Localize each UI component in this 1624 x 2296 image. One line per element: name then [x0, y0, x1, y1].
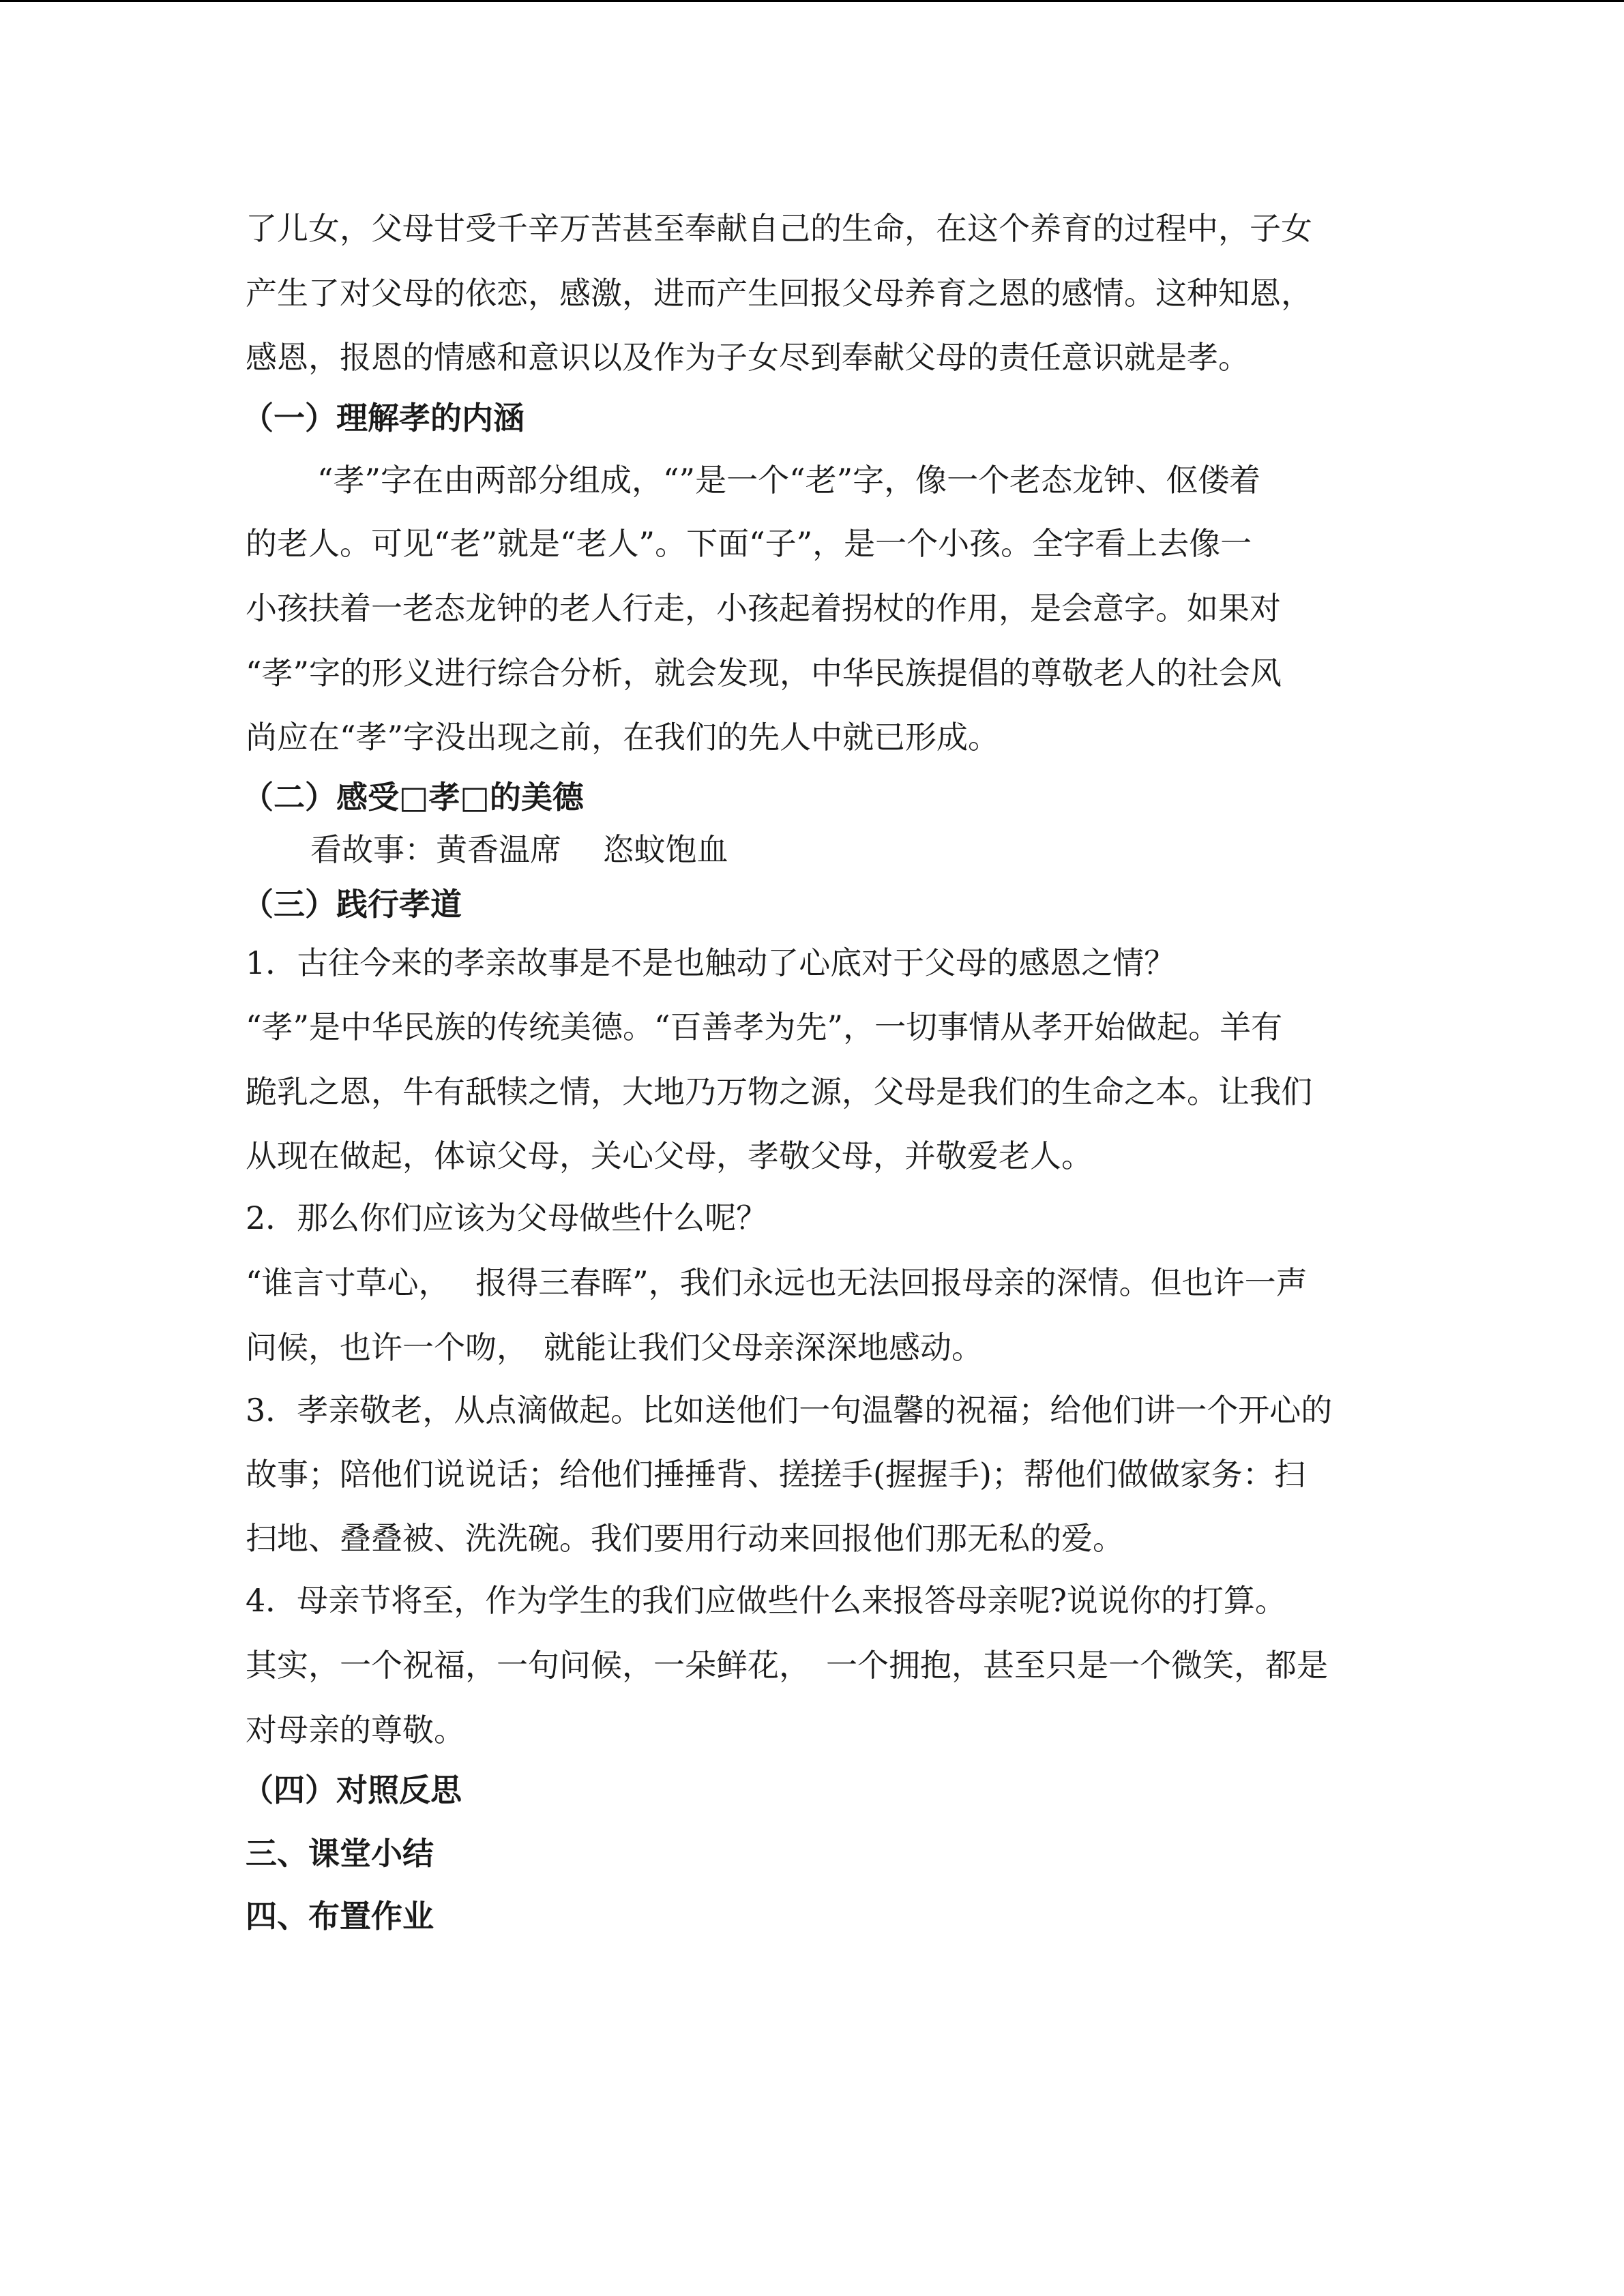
section-3-line-9: 故事；陪他们说说话；给他们捶捶背、搓搓手(握握手)；帮他们做做家务：扫: [246, 1456, 1305, 1493]
section-1-line-4: “孝”字的形义进行综合分析，就会发现，中华民族提倡的尊敬老人的社会风: [246, 655, 1282, 691]
homework-heading: 四、布置作业: [246, 1898, 434, 1935]
section-3-heading: （三）践行孝道: [242, 886, 462, 923]
section-1-line-3: 小孩扶着一老态龙钟的老人行走，小孩起着拐杖的作用，是会意字。如果对: [246, 590, 1281, 627]
intro-line-3: 感恩，报恩的情感和意识以及作为子女尽到奉献父母的责任意识就是孝。: [246, 339, 1250, 376]
section-3-line-10: 扫地、叠叠被、洗洗碗。我们要用行动来回报他们那无私的爱。: [246, 1520, 1124, 1557]
section-1-line-1: “孝”字在由两部分组成，“”是一个“老”字，像一个老态龙钟、伛偻着: [317, 462, 1261, 498]
intro-line-2: 产生了对父母的依恋，感激，进而产生回报父母养育之恩的感情。这种知恩，: [246, 275, 1312, 312]
section-3-line-1: 1．古往今来的孝亲故事是不是也触动了心底对于父母的感恩之情？: [246, 944, 1176, 981]
section-3-line-12: 其实，一个祝福，一句问候，一朵鲜花， 一个拥抱，甚至只是一个微笑，都是: [246, 1647, 1328, 1684]
section-3-line-2: “孝”是中华民族的传统美德。“百善孝为先”，一切事情从孝开始做起。羊有: [246, 1009, 1283, 1045]
section-3-line-8: 3．孝亲敬老，从点滴做起。比如送他们一句温馨的祝福；给他们讲一个开心的: [246, 1392, 1333, 1429]
section-1-line-2: 的老人。可见“老”就是“老人”。下面“子”，是一个小孩。全字看上去像一: [246, 525, 1252, 562]
section-3-line-3: 跪乳之恩，牛有舐犊之情，大地乃万物之源，父母是我们的生命之本。让我们: [246, 1073, 1312, 1110]
section-1-heading: （一）理解孝的内涵: [242, 400, 525, 436]
section-4-heading: （四）对照反思: [242, 1772, 462, 1808]
section-3-line-13: 对母亲的尊敬。: [246, 1712, 465, 1748]
section-3-line-5: 2．那么你们应该为父母做些什么呢？: [246, 1199, 768, 1236]
section-3-line-4: 从现在做起，体谅父母，关心父母，孝敬父母，并敬爱老人。: [246, 1137, 1093, 1174]
section-2-heading: （二）感受□孝□的美德: [242, 779, 584, 816]
section-3-line-7: 问候，也许一个吻， 就能让我们父母亲深深地感动。: [246, 1329, 983, 1366]
section-3-line-6: “谁言寸草心， 报得三春晖”，我们永远也无法回报母亲的深情。但也许一声: [246, 1264, 1308, 1301]
intro-line-1: 了儿女，父母甘受千辛万苦甚至奉献自己的生命，在这个养育的过程中，子女: [246, 210, 1312, 247]
section-2-line: 看故事：黄香温席 恣蚊饱血: [310, 831, 728, 868]
section-1-line-5: 尚应在“孝”字没出现之前，在我们的先人中就已形成。: [246, 719, 1000, 756]
summary-heading: 三、课堂小结: [246, 1835, 434, 1872]
section-3-line-11: 4．母亲节将至，作为学生的我们应做些什么来报答母亲呢?说说你的打算。: [246, 1582, 1286, 1619]
page-top-border: [0, 0, 1624, 2]
